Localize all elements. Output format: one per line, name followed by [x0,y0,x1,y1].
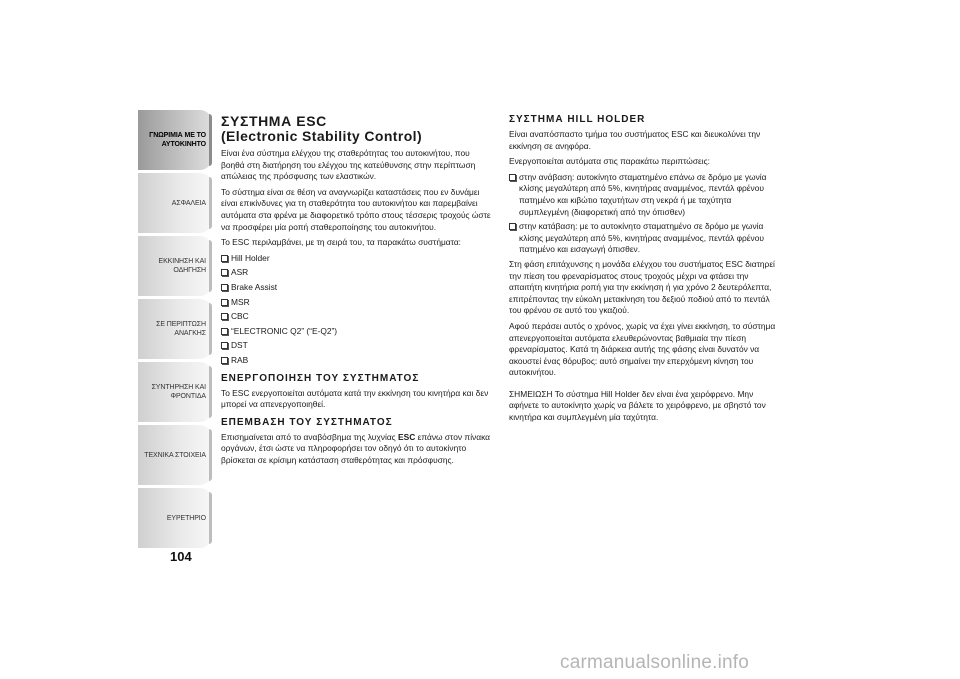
list-item: CBC [221,311,493,323]
paragraph: Το ESC ενεργοποιείται αυτόματα κατά την εκκίνηση του κινητήρα και δεν μπορεί να απενεργοποιηθεί. [221,387,489,410]
tab-safety[interactable] [138,173,212,233]
note: ΣΗΜΕΙΩΣΗ Το σύστημα Hill Holder δεν είναι ένα χειρόφρενο. Μην αφήνετε το αυτοκίνητο χωρίς να βάλετε το χειρόφρενο, με σβηστό τον κινητήρα και συμπλεγμένη μία ταχύτητα. [509,388,766,423]
checkbox-bullet-icon [221,255,228,262]
esc-warning-light-label: ESC [398,431,416,442]
tab-label: ΣΕ ΠΕΡΙΠΤΩΣΗ ΑΝΑΓΚΗΣ [156,321,206,337]
list-item: “ELECTRONIC Q2” (“E-Q2”) [221,326,493,338]
title-main: ΣΥΣΤΗΜΑ ESC [221,113,327,129]
list-item: RAB [221,355,493,367]
chapter-tabs [138,110,212,551]
watermark: carmanualsonline.info [560,652,750,673]
list-item: στην ανάβαση: αυτοκίνητο σταματημένο επάνω σε δρόμο με γωνία κλίσης μεγαλύτερη από 5%, κινητήρας αναμμένος, πεντάλ φρένου πατημένο και κιβώτιο ταχυτήτων στη νεκρά ή με ταχύτητα συμπλεγμένη (διαφορετική από την όπισθεν) [509,172,777,218]
checkbox-bullet-icon [221,313,228,320]
list-item: ASR [221,267,493,279]
paragraph: Το σύστημα είναι σε θέση να αναγνωρίζει καταστάσεις που εν δυνάμει είναι επικίνδυνες για τη σταθερότητα του αυτοκινήτου και παρεμβαίνει αυτόματα στα φρένα με διαφορετικό τρόπο στους τέσσερις τροχούς ώστε να προσφέρει μία ροπή σταθεροποίησης του αυτοκινήτου. [221,186,491,232]
tab-label: ΣΥΝΤΗΡΗΣΗ ΚΑΙ ΦΡΟΝΤΙΔΑ [151,384,206,400]
tab-starting-driving[interactable] [138,236,212,296]
checkbox-bullet-icon [221,328,228,335]
checkbox-bullet-icon [221,357,228,364]
page-number: 104 [170,549,192,564]
list-item: Hill Holder [221,253,493,265]
paragraph-intervention: Επισημαίνεται από το αναβόσβημα της λυχνίας ESC επάνω στον πίνακα οργάνων, έτσι ώστε να πληροφορήσει τον οδηγό ότι το αυτοκίνητο βρίσκεται σε κρίσιμη κατάσταση σταθερότητας και πρόσφυσης. [221,431,491,465]
tab-emergency[interactable] [138,299,212,359]
checkbox-bullet-icon [509,174,516,181]
title-sub: (Electronic Stability Control) [221,128,423,144]
systems-list [221,253,493,367]
checkbox-bullet-icon [221,284,228,291]
tab-label: ΤΕΧΝΙΚΑ ΣΤΟΙΧΕΙΑ [144,451,206,459]
tab-maintenance[interactable] [138,362,212,422]
paragraph: Είναι ένα σύστημα ελέγχου της σταθερότητας του αυτοκινήτου, που βοηθά στη διατήρηση του ελέγχου της κατεύθυνσης στην περίπτωση απώλειας της πρόσφυσης των ελαστικών. [221,148,476,182]
list-item: Brake Assist [221,282,493,294]
tab-technical-data[interactable] [138,425,212,485]
paragraph: Το ESC περιλαμβάνει, με τη σειρά του, τα παρακάτω συστήματα: [221,237,461,248]
tab-label: ΕΚΚΙΝΗΣΗ ΚΑΙ ΟΔΗΓΗΣΗ [158,258,206,274]
section-title-esc [221,114,493,144]
paragraph: Στη φάση επιτάχυνσης η μονάδα ελέγχου του συστήματος ESC διατηρεί την πίεση του φρεναρίσματος στους τροχούς μέχρι να φτάσει την απαιτήτη κινητήρια ροπή για την εκκίνηση ή για χρόνο 2 δευτερόλεπτα, επιτρέποντας την εύκολη μετακίνηση του δεξιού ποδιού από το πεντάλ του φρένου σε αυτό του γκαζιού. [509,258,775,316]
list-item: στην κατάβαση: με το αυτοκίνητο σταματημένο σε δρόμο με γωνία κλίσης μεγαλύτερη από 5%, κινητήρας αναμμένος, πεντάλ φρένου πατημένο και εισαγωγή όπισθεν. [509,221,777,256]
checkbox-bullet-icon [221,342,228,349]
list-item: DST [221,340,493,352]
paragraph: Ενεργοποιείται αυτόματα στις παρακάτω περιπτώσεις: [509,156,710,167]
tab-label: ΓΝΩΡΙΜΙΑ ΜΕ ΤΟ ΑΥΤΟΚΙΝΗΤΟ [149,132,206,148]
tab-label: ΕΥΡΕΤΗΡΙΟ [166,514,206,522]
left-column [221,114,493,470]
checkbox-bullet-icon [221,269,228,276]
paragraph: Αφού περάσει αυτός ο χρόνος, χωρίς να έχει γίνει εκκίνηση, το σύστημα απενεργοποιείται αυτόματα ελευθερώνοντας βαθμιαία την πίεση φρεναρίσματος. Κατά τη διάρκεια αυτής της φάσης είναι δυνατόν να ακουστεί ένας θόρυβος: αυτό σημαίνει την επερχόμενη κίνηση του αυτοκινήτου. [509,320,776,378]
list-item: MSR [221,297,493,309]
right-column [509,114,777,428]
heading-activation: ΕΝΕΡΓΟΠΟΙΗΣΗ ΤΟΥ ΣΥΣΤΗΜΑΤΟΣ [221,372,420,384]
paragraph: Είναι αναπόσπαστο τμήμα του συστήματος ESC και διευκολύνει την εκκίνηση σε ανηφόρα. [509,129,761,151]
section-title-hill-holder: ΣΥΣΤΗΜΑ HILL HOLDER [509,114,646,125]
checkbox-bullet-icon [509,223,516,230]
tab-getting-to-know[interactable] [138,110,212,170]
checkbox-bullet-icon [221,299,228,306]
heading-intervention: ΕΠΕΜΒΑΣΗ ΤΟΥ ΣΥΣΤΗΜΑΤΟΣ [221,416,393,428]
tab-index[interactable] [138,488,212,548]
tab-label: ΑΣΦΑΛΕΙΑ [171,199,206,207]
